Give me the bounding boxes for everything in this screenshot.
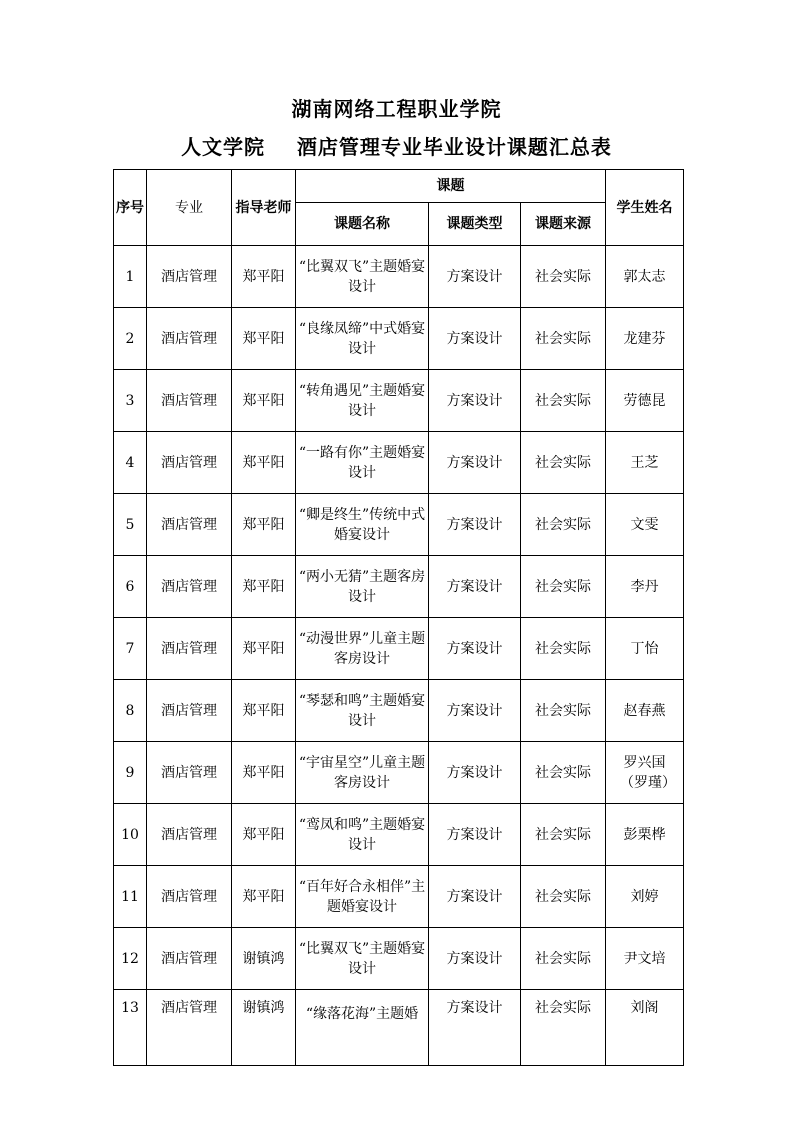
row-type: 方案设计 xyxy=(429,928,521,990)
table-row xyxy=(114,742,684,804)
row-topic xyxy=(296,432,429,494)
row-index: 8 xyxy=(114,680,147,742)
row-type: 方案设计 xyxy=(429,370,521,432)
table-row xyxy=(114,866,684,928)
table-row xyxy=(114,308,684,370)
row-source: 社会实际 xyxy=(521,742,606,804)
row-topic xyxy=(296,618,429,680)
row-advisor: 郑平阳 xyxy=(232,866,296,928)
row-student: 龙建芬 xyxy=(606,308,684,370)
table-row xyxy=(114,494,684,556)
topic-summary-table xyxy=(113,169,684,1066)
row-advisor: 郑平阳 xyxy=(232,680,296,742)
column-header-topic-type: 课题类型 xyxy=(429,203,521,246)
column-header-index: 序号 xyxy=(114,170,147,246)
row-source: 社会实际 xyxy=(521,556,606,618)
row-topic-text: “缘落花海”主题婚 xyxy=(305,1006,419,1022)
table-row xyxy=(114,246,684,308)
row-topic-text: “良缘凤缔”中式婚宴设计 xyxy=(298,320,426,357)
column-header-topic-group: 课题 xyxy=(296,170,606,203)
row-advisor: 郑平阳 xyxy=(232,308,296,370)
row-major: 酒店管理 xyxy=(147,556,232,618)
row-topic-text: “一路有你”主题婚宴设计 xyxy=(298,444,426,481)
row-student: 刘阁 xyxy=(606,990,684,1066)
row-index: 6 xyxy=(114,556,147,618)
row-source: 社会实际 xyxy=(521,308,606,370)
row-student: 郭太志 xyxy=(606,246,684,308)
page-title: 湖南网络工程职业学院 xyxy=(291,97,502,121)
row-source: 社会实际 xyxy=(521,990,606,1066)
row-index: 12 xyxy=(114,928,147,990)
row-advisor: 谢镇鸿 xyxy=(232,928,296,990)
row-index: 2 xyxy=(114,308,147,370)
row-major: 酒店管理 xyxy=(147,432,232,494)
column-header-advisor xyxy=(232,170,296,246)
row-type: 方案设计 xyxy=(429,494,521,556)
row-advisor: 郑平阳 xyxy=(232,246,296,308)
row-advisor: 郑平阳 xyxy=(232,742,296,804)
column-header-advisor-label: 指导老师 xyxy=(235,199,292,216)
row-source: 社会实际 xyxy=(521,680,606,742)
table-row xyxy=(114,990,684,1066)
row-student: 劳德昆 xyxy=(606,370,684,432)
row-topic xyxy=(296,680,429,742)
row-type: 方案设计 xyxy=(429,556,521,618)
row-topic-text: “卿是终生”传统中式婚宴设计 xyxy=(298,506,426,543)
row-major: 酒店管理 xyxy=(147,742,232,804)
row-advisor: 郑平阳 xyxy=(232,432,296,494)
table-body xyxy=(114,246,684,1066)
row-index: 9 xyxy=(114,742,147,804)
row-major: 酒店管理 xyxy=(147,804,232,866)
row-student: 罗兴国（罗瑾） xyxy=(606,742,684,804)
row-topic xyxy=(296,370,429,432)
row-topic xyxy=(296,308,429,370)
table-row xyxy=(114,370,684,432)
row-topic xyxy=(296,866,429,928)
row-student: 丁怡 xyxy=(606,618,684,680)
row-type: 方案设计 xyxy=(429,246,521,308)
table-row xyxy=(114,928,684,990)
row-source: 社会实际 xyxy=(521,246,606,308)
row-topic-text: “百年好合永相伴”主题婚宴设计 xyxy=(298,878,426,915)
row-type: 方案设计 xyxy=(429,742,521,804)
row-advisor: 郑平阳 xyxy=(232,370,296,432)
row-advisor: 郑平阳 xyxy=(232,556,296,618)
row-type: 方案设计 xyxy=(429,990,521,1066)
row-topic-text: “宇宙星空”儿童主题客房设计 xyxy=(298,754,426,791)
row-student: 彭栗桦 xyxy=(606,804,684,866)
row-topic xyxy=(296,928,429,990)
row-source: 社会实际 xyxy=(521,494,606,556)
row-topic-text: “比翼双飞”主题婚宴设计 xyxy=(298,940,426,977)
table-row xyxy=(114,432,684,494)
row-type: 方案设计 xyxy=(429,308,521,370)
row-source: 社会实际 xyxy=(521,928,606,990)
row-source: 社会实际 xyxy=(521,370,606,432)
row-topic-text: “比翼双飞”主题婚宴设计 xyxy=(298,258,426,295)
row-index: 10 xyxy=(114,804,147,866)
row-student: 尹文培 xyxy=(606,928,684,990)
row-index: 1 xyxy=(114,246,147,308)
row-type: 方案设计 xyxy=(429,866,521,928)
row-source: 社会实际 xyxy=(521,804,606,866)
row-topic-text: “鸾凤和鸣”主题婚宴设计 xyxy=(298,816,426,853)
row-topic-text: “转角遇见”主题婚宴设计 xyxy=(298,382,426,419)
column-header-topic-name: 课题名称 xyxy=(296,203,429,246)
row-topic xyxy=(296,494,429,556)
row-type: 方案设计 xyxy=(429,432,521,494)
table-row xyxy=(114,556,684,618)
row-major: 酒店管理 xyxy=(147,866,232,928)
row-index: 11 xyxy=(114,866,147,928)
row-topic xyxy=(296,246,429,308)
row-advisor: 谢镇鸿 xyxy=(232,990,296,1066)
row-topic xyxy=(296,990,429,1066)
row-major: 酒店管理 xyxy=(147,246,232,308)
page-subtitle: 人文学院 酒店管理专业毕业设计课题汇总表 xyxy=(181,135,612,159)
row-index: 5 xyxy=(114,494,147,556)
row-topic xyxy=(296,556,429,618)
row-topic-text: “琴瑟和鸣”主题婚宴设计 xyxy=(298,692,426,729)
row-advisor: 郑平阳 xyxy=(232,494,296,556)
row-major: 酒店管理 xyxy=(147,494,232,556)
row-topic-text: “两小无猜”主题客房设计 xyxy=(298,568,426,605)
row-major: 酒店管理 xyxy=(147,928,232,990)
row-index: 7 xyxy=(114,618,147,680)
row-type: 方案设计 xyxy=(429,804,521,866)
row-major: 酒店管理 xyxy=(147,308,232,370)
row-source: 社会实际 xyxy=(521,432,606,494)
table-row xyxy=(114,804,684,866)
row-index: 4 xyxy=(114,432,147,494)
row-index: 3 xyxy=(114,370,147,432)
row-student: 李丹 xyxy=(606,556,684,618)
row-source: 社会实际 xyxy=(521,618,606,680)
column-header-topic-source: 课题来源 xyxy=(521,203,606,246)
row-major: 酒店管理 xyxy=(147,680,232,742)
row-topic xyxy=(296,804,429,866)
row-advisor: 郑平阳 xyxy=(232,804,296,866)
row-advisor: 郑平阳 xyxy=(232,618,296,680)
column-header-major: 专业 xyxy=(147,170,232,246)
row-type: 方案设计 xyxy=(429,680,521,742)
column-header-student: 学生姓名 xyxy=(606,170,684,246)
table-row xyxy=(114,618,684,680)
row-student: 王芝 xyxy=(606,432,684,494)
row-topic xyxy=(296,742,429,804)
row-index: 13 xyxy=(114,990,147,1066)
table-row xyxy=(114,680,684,742)
row-type: 方案设计 xyxy=(429,618,521,680)
row-student: 刘婷 xyxy=(606,866,684,928)
row-topic-text: “动漫世界”儿童主题客房设计 xyxy=(298,630,426,667)
row-major: 酒店管理 xyxy=(147,370,232,432)
row-source: 社会实际 xyxy=(521,866,606,928)
row-major: 酒店管理 xyxy=(147,990,232,1066)
row-student: 赵春燕 xyxy=(606,680,684,742)
row-student: 文雯 xyxy=(606,494,684,556)
row-major: 酒店管理 xyxy=(147,618,232,680)
